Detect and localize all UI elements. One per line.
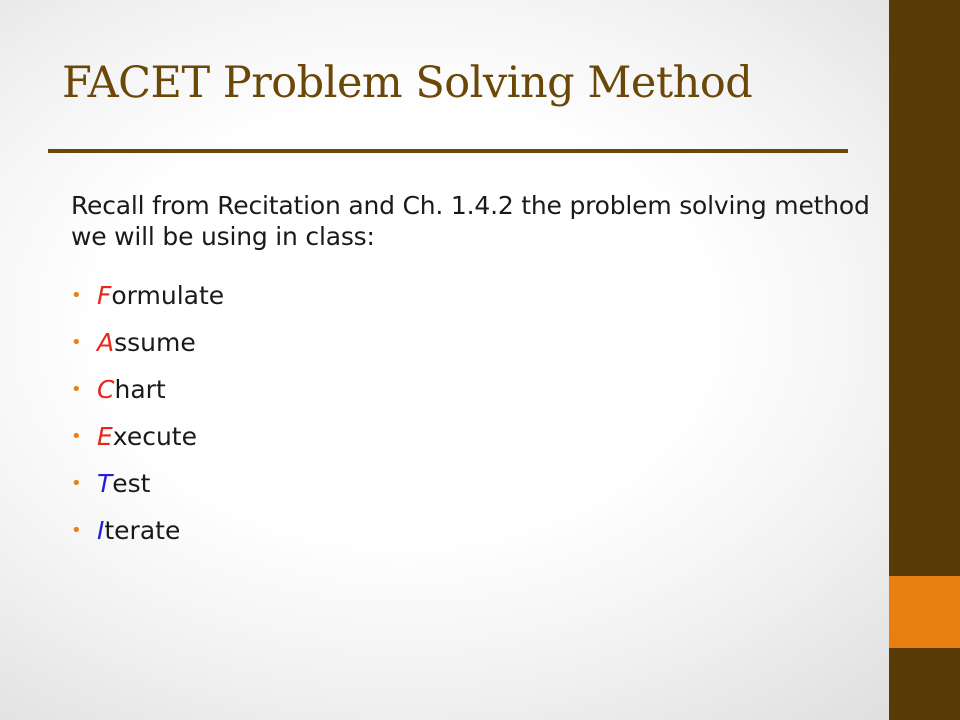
- step-rest: ormulate: [111, 281, 225, 310]
- step-initial: E: [97, 422, 113, 451]
- bullet-icon: •: [71, 285, 82, 306]
- step-rest: ssume: [114, 328, 196, 357]
- step-assume: [71, 319, 224, 366]
- bullet-icon: •: [71, 473, 82, 494]
- step-rest: hart: [114, 375, 166, 404]
- step-rest: terate: [104, 516, 181, 545]
- sidebar-dark-bottom: [889, 648, 960, 720]
- bullet-icon: •: [71, 379, 82, 400]
- step-rest: est: [112, 469, 151, 498]
- bullet-icon: •: [71, 332, 82, 353]
- step-formulate: [71, 272, 224, 319]
- step-initial: I: [97, 516, 105, 545]
- step-initial: T: [97, 469, 113, 498]
- steps-list: [71, 272, 224, 554]
- step-initial: A: [97, 328, 115, 357]
- sidebar-dark-top: [889, 0, 960, 576]
- step-initial: F: [97, 281, 112, 310]
- title-underline: [48, 149, 848, 153]
- step-initial: C: [97, 375, 115, 404]
- step-execute: [71, 413, 224, 460]
- slide-title: FACET Problem Solving Method: [62, 58, 753, 108]
- bullet-icon: •: [71, 426, 82, 447]
- step-rest: xecute: [112, 422, 197, 451]
- sidebar-accent: [889, 576, 960, 648]
- bullet-icon: •: [71, 520, 82, 541]
- intro-text: Recall from Recitation and Ch. 1.4.2 the problem solving method we will be using in class:: [71, 191, 870, 251]
- step-chart: [71, 366, 224, 413]
- step-iterate: [71, 507, 224, 554]
- step-test: [71, 460, 224, 507]
